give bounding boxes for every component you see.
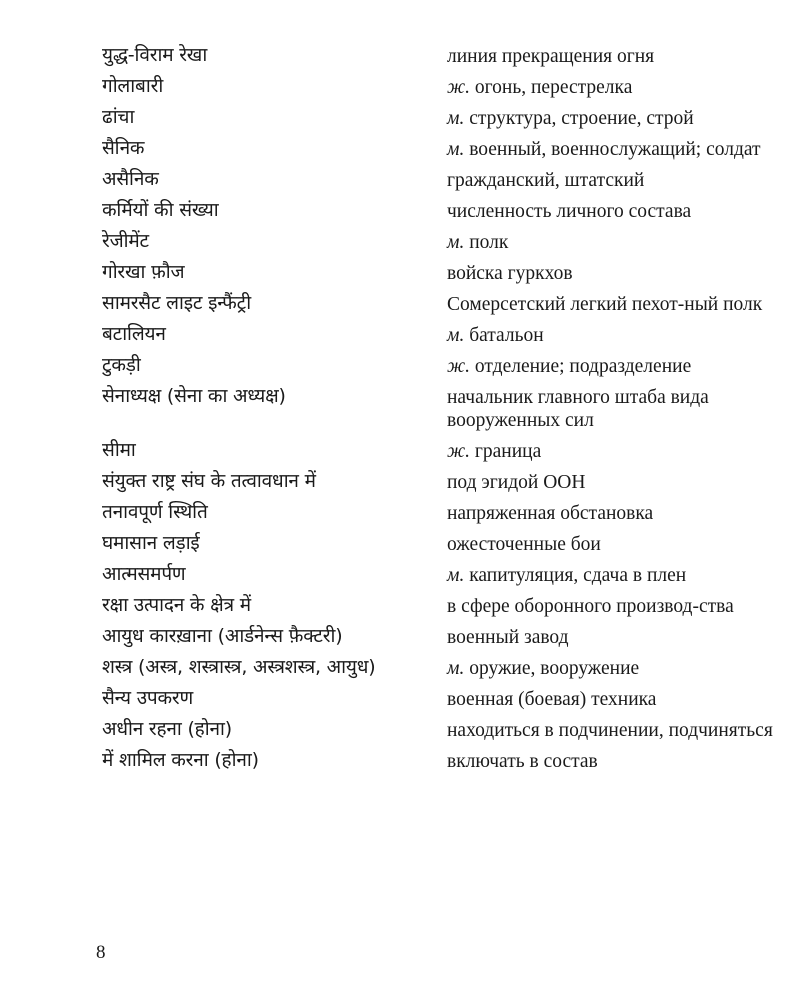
russian-translation — [447, 714, 782, 745]
grammar-gender-label: м. — [447, 565, 465, 586]
hindi-term: अधीन रहना (होना) — [102, 718, 232, 740]
glossary-entry — [102, 559, 782, 590]
hindi-term: में शामिल करना (होना) — [102, 749, 259, 771]
hindi-term: तनावपूर्ण स्थिति — [102, 501, 208, 523]
russian-translation — [447, 71, 782, 102]
russian-text: в сфере оборонного производ-ства — [447, 596, 734, 617]
hindi-term: असैनिक — [102, 168, 159, 190]
russian-text: войска гуркхов — [447, 263, 573, 284]
glossary-entry — [102, 621, 782, 652]
russian-translation — [447, 621, 782, 652]
hindi-term: रक्षा उत्पादन के क्षेत्र में — [102, 594, 251, 616]
hindi-term: रेजीमेंट — [102, 230, 149, 252]
hindi-term: आत्मसमर्पण — [102, 563, 186, 585]
russian-text: капитуляция, сдача в плен — [469, 565, 687, 586]
russian-translation — [447, 195, 782, 226]
grammar-gender-label: м. — [447, 108, 465, 129]
russian-text: находиться в подчинении, подчиняться — [447, 720, 773, 741]
russian-text: ожесточенные бои — [447, 534, 601, 555]
glossary-entry — [102, 590, 782, 621]
glossary-entry — [102, 133, 782, 164]
hindi-term: ढांचा — [102, 106, 135, 128]
hindi-term: बटालियन — [102, 323, 166, 345]
russian-text: Сомерсетский легкий пехот-ный полк — [447, 294, 763, 315]
glossary-entry — [102, 745, 782, 776]
glossary-entry — [102, 40, 782, 71]
russian-translation — [447, 350, 782, 381]
grammar-gender-label: ж. — [447, 441, 471, 462]
hindi-term: गोरखा फ़ौज — [102, 261, 185, 283]
glossary-entry — [102, 528, 782, 559]
glossary-entry — [102, 350, 782, 381]
russian-translation — [447, 559, 782, 590]
russian-text: начальник главного штаба вида вооруженных сил — [447, 387, 709, 431]
glossary-entry — [102, 714, 782, 745]
russian-text: оружие, вооружение — [469, 658, 640, 679]
russian-text: напряженная обстановка — [447, 503, 654, 524]
russian-text: военный завод — [447, 627, 569, 648]
russian-translation — [447, 288, 782, 319]
russian-text: структура, строение, строй — [469, 108, 694, 129]
hindi-term: आयुध कारख़ाना (आर्डनेन्स फ़ैक्टरी) — [102, 625, 343, 647]
hindi-term: संयुक्त राष्ट्र संघ के तत्वावधान में — [102, 470, 316, 492]
hindi-term: शस्त्र (अस्त्र, शस्त्रास्त्र, अस्त्रशस्त्र, आयुध) — [102, 656, 376, 678]
hindi-term: सीमा — [102, 439, 136, 461]
grammar-gender-label: м. — [447, 325, 465, 346]
russian-translation — [447, 652, 782, 683]
russian-translation — [447, 683, 782, 714]
russian-translation — [447, 381, 782, 435]
hindi-term: सैन्य उपकरण — [102, 687, 194, 709]
hindi-term: सेनाध्यक्ष (सेना का अध्यक्ष) — [102, 385, 286, 407]
glossary-entry — [102, 71, 782, 102]
grammar-gender-label: м. — [447, 658, 465, 679]
russian-text: отделение; подразделение — [474, 356, 692, 377]
russian-text: батальон — [469, 325, 544, 346]
russian-translation — [447, 257, 782, 288]
russian-text: военная (боевая) техника — [447, 689, 657, 710]
glossary-entry — [102, 226, 782, 257]
russian-translation — [447, 497, 782, 528]
glossary-entry — [102, 164, 782, 195]
russian-text: военный, военнослужащий; солдат — [469, 139, 761, 160]
hindi-term: गोलाबारी — [102, 75, 164, 97]
glossary-entry — [102, 319, 782, 350]
russian-text: под эгидой ООН — [447, 472, 586, 493]
russian-translation — [447, 466, 782, 497]
glossary-entry — [102, 257, 782, 288]
page-number: 8 — [96, 942, 106, 963]
grammar-gender-label: м. — [447, 232, 465, 253]
hindi-term: सामरसैट लाइट इन्फैंट्री — [102, 292, 251, 314]
glossary-entry — [102, 652, 782, 683]
russian-translation — [447, 745, 782, 776]
russian-translation — [447, 590, 782, 621]
glossary-entry — [102, 435, 782, 466]
russian-text: граница — [474, 441, 542, 462]
russian-text: численность личного состава — [447, 201, 692, 222]
russian-translation — [447, 164, 782, 195]
hindi-term: कर्मियों की संख्या — [102, 199, 219, 221]
russian-translation — [447, 319, 782, 350]
russian-text: огонь, перестрелка — [474, 77, 633, 98]
grammar-gender-label: ж. — [447, 77, 471, 98]
russian-translation — [447, 40, 782, 71]
glossary-entry — [102, 102, 782, 133]
russian-text: линия прекращения огня — [447, 46, 655, 67]
glossary-entry — [102, 288, 782, 319]
russian-translation — [447, 528, 782, 559]
russian-text: полк — [469, 232, 509, 253]
russian-translation — [447, 226, 782, 257]
glossary-entry — [102, 195, 782, 226]
glossary-entry — [102, 497, 782, 528]
russian-translation — [447, 435, 782, 466]
hindi-term: टुकड़ी — [102, 354, 141, 376]
grammar-gender-label: ж. — [447, 356, 471, 377]
glossary-list — [102, 40, 782, 776]
glossary-entry — [102, 683, 782, 714]
russian-translation — [447, 102, 782, 133]
hindi-term: सैनिक — [102, 137, 145, 159]
russian-text: гражданский, штатский — [447, 170, 645, 191]
glossary-entry — [102, 381, 782, 435]
hindi-term: युद्ध-विराम रेखा — [102, 44, 208, 66]
russian-translation — [447, 133, 782, 164]
grammar-gender-label: м. — [447, 139, 465, 160]
russian-text: включать в состав — [447, 751, 598, 772]
glossary-entry — [102, 466, 782, 497]
hindi-term: घमासान लड़ाई — [102, 532, 200, 554]
